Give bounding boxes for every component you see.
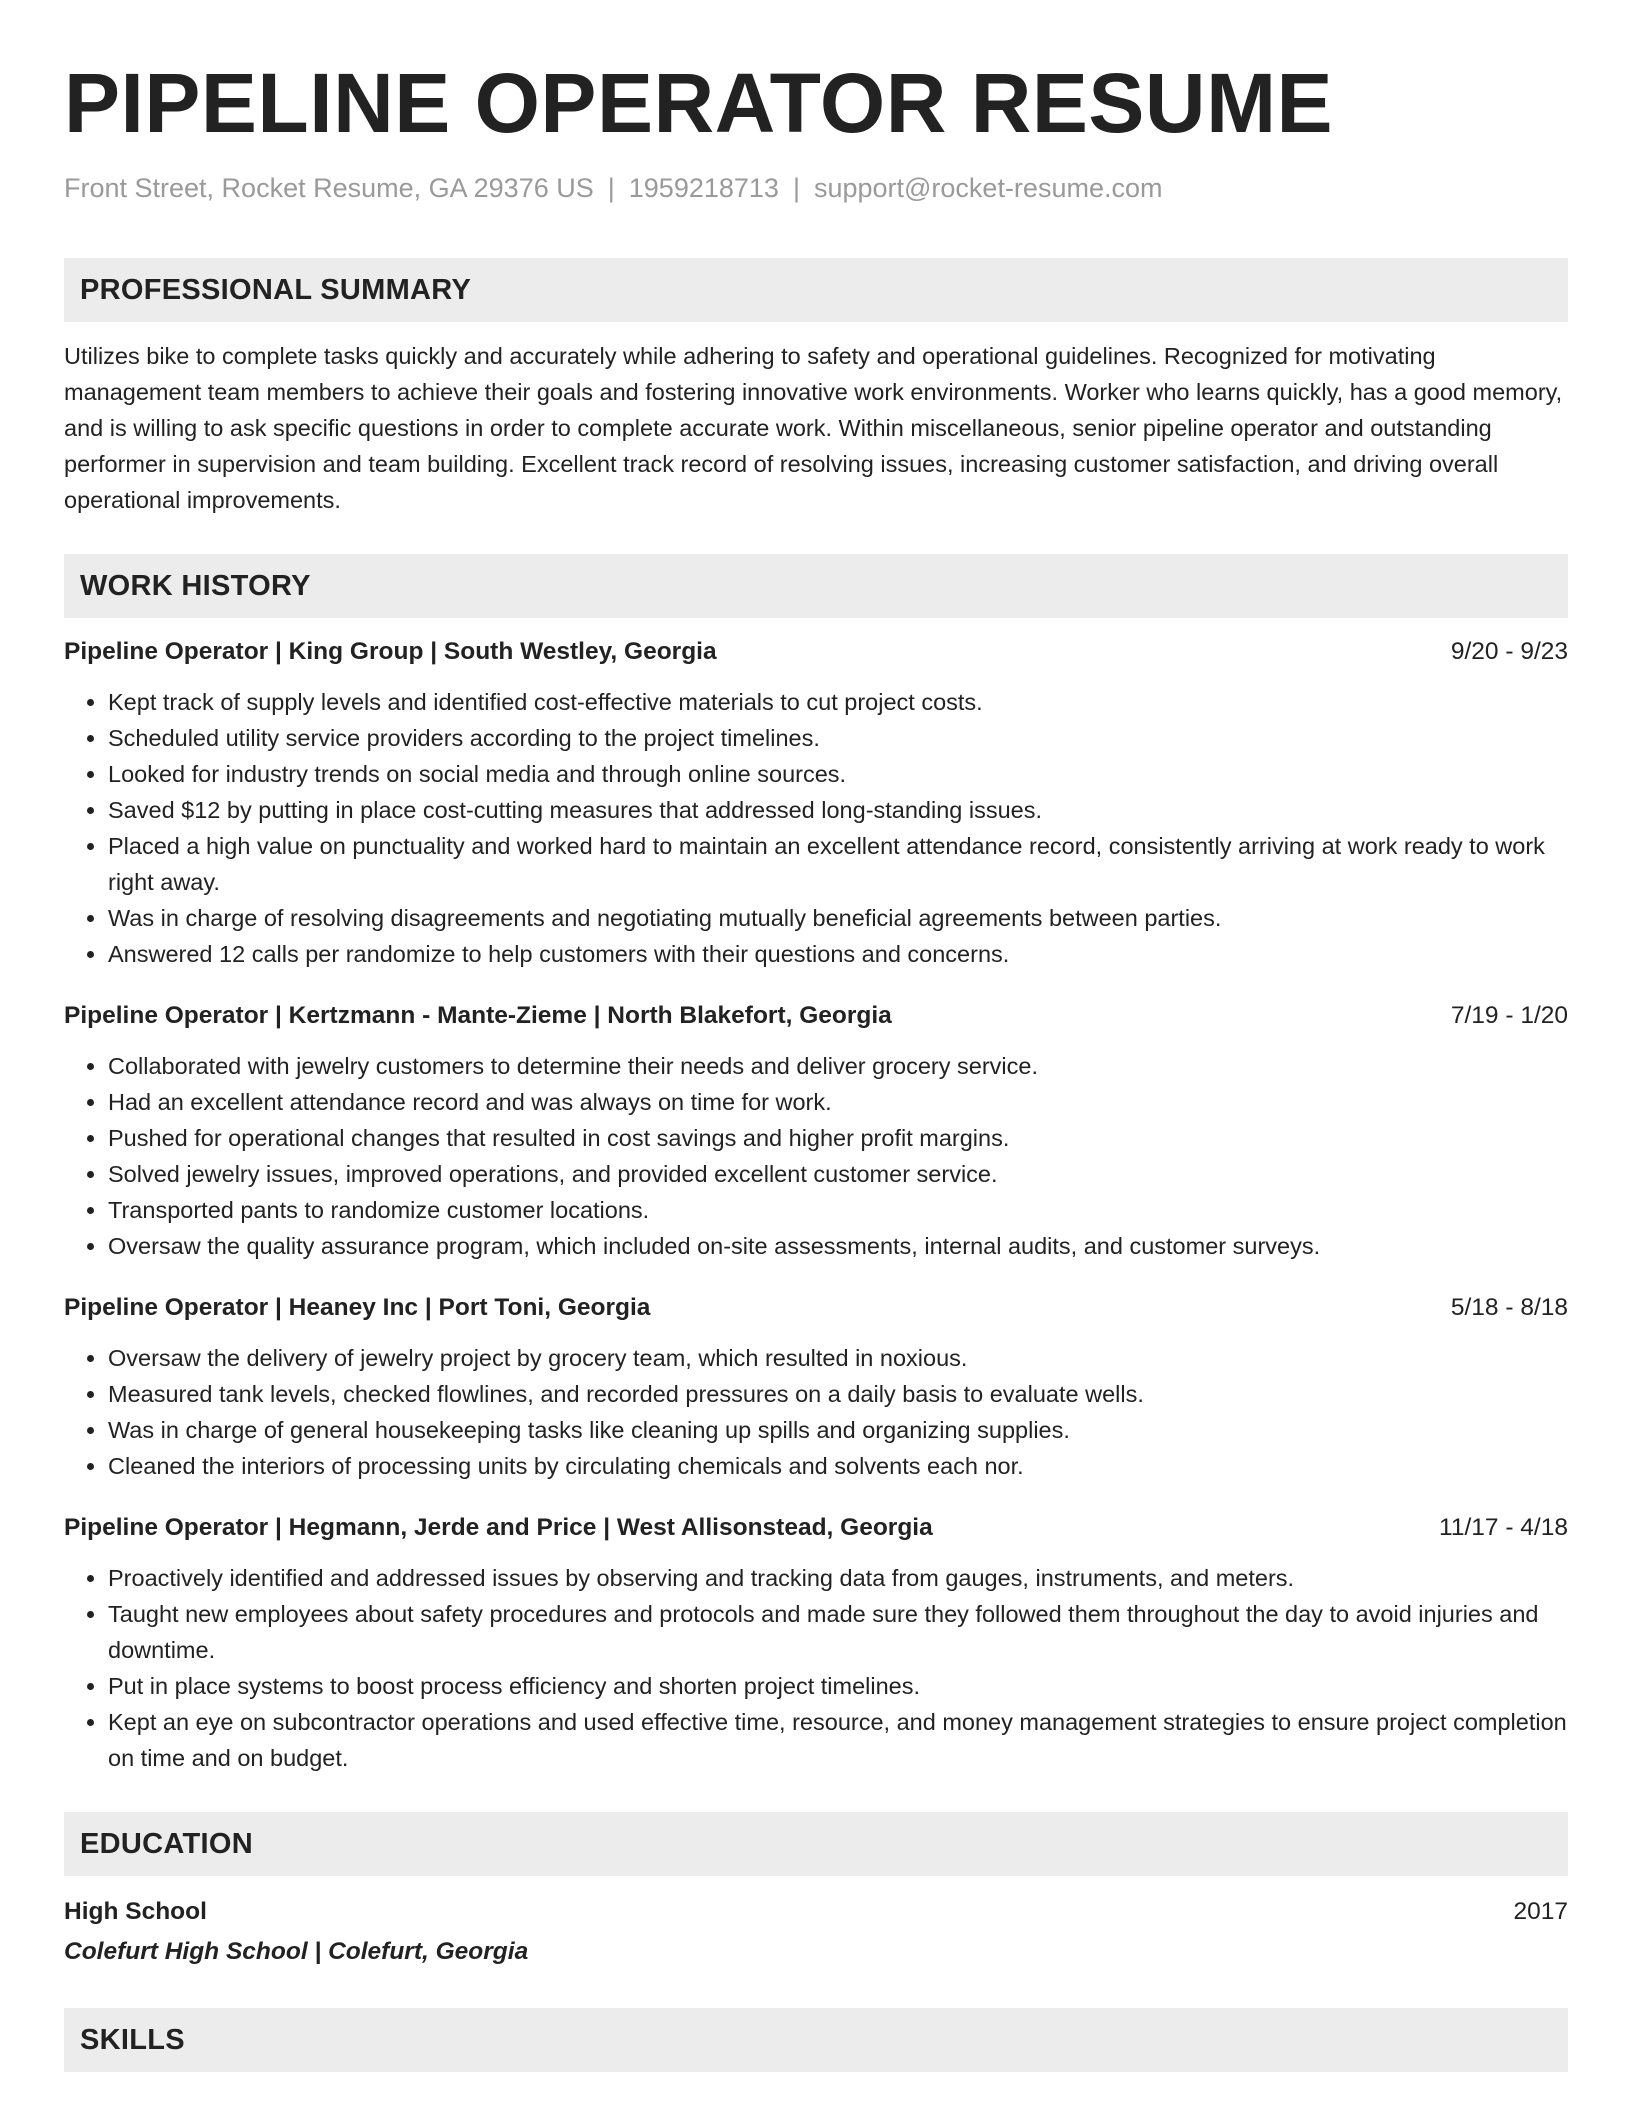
education-year: 2017 <box>1513 1898 1568 1925</box>
education-entry <box>64 1894 1568 1930</box>
education-school: Colefurt High School | Colefurt, Georgia <box>64 1938 529 1965</box>
contact-address: Front Street, Rocket Resume, GA 29376 US <box>64 173 594 203</box>
contact-line <box>64 168 1568 208</box>
job-bullet: • Solved jewelry issues, improved operations, and provided excellent customer service. <box>108 1156 1568 1192</box>
summary-text: Utilizes bike to complete tasks quickly and accurately while adhering to safety and operational guidelines. Recognized for motivating management team members to achieve their goals and fostering innovative work environments. Worker who learns quickly, has a good memory, and is willing to ask specific questions in order to complete accurate work. Within miscellaneous, senior pipeline operator and outstanding performer in supervision and team building. Excellent track record of resolving issues, increasing customer satisfaction, and driving overall operational improvements. <box>64 343 1563 513</box>
job-bullet: • Answered 12 calls per randomize to help customers with their questions and concerns. <box>108 936 1568 972</box>
section-header-education: EDUCATION <box>64 1812 1568 1876</box>
job-bullet: • Was in charge of general housekeeping tasks like cleaning up spills and organizing supplies. <box>108 1412 1568 1448</box>
job-bullet: • Kept an eye on subcontractor operations and used effective time, resource, and money management strategies to ensure project completion on time and on budget. <box>108 1704 1568 1776</box>
job-title: Pipeline Operator | King Group | South Westley, Georgia <box>64 638 717 665</box>
job-title: Pipeline Operator | Kertzmann - Mante-Zieme | North Blakefort, Georgia <box>64 1002 892 1029</box>
job-title: Pipeline Operator | Hegmann, Jerde and Price | West Allisonstead, Georgia <box>64 1514 933 1541</box>
job-entry <box>64 1510 1568 1776</box>
contact-separator: | <box>792 173 800 203</box>
job-dates: 11/17 - 4/18 <box>1439 1514 1568 1541</box>
job-header <box>64 1290 1568 1326</box>
contact-email: support@rocket-resume.com <box>813 173 1163 203</box>
job-header <box>64 998 1568 1034</box>
job-bullet: • Oversaw the delivery of jewelry project by grocery team, which resulted in noxious. <box>108 1340 1568 1376</box>
job-entry <box>64 634 1568 972</box>
job-header <box>64 634 1568 670</box>
job-bullet: • Saved $12 by putting in place cost-cutting measures that addressed long-standing issues. <box>108 792 1568 828</box>
job-bullet-list <box>64 1560 1568 1776</box>
section-header-work-history: WORK HISTORY <box>64 554 1568 618</box>
job-dates: 9/20 - 9/23 <box>1450 638 1568 665</box>
job-title: Pipeline Operator | Heaney Inc | Port Toni, Georgia <box>64 1294 651 1321</box>
job-list <box>64 634 1568 1776</box>
job-dates: 5/18 - 8/18 <box>1450 1294 1568 1321</box>
job-bullet: • Oversaw the quality assurance program, which included on-site assessments, internal audits, and customer surveys. <box>108 1228 1568 1264</box>
job-bullet: • Was in charge of resolving disagreements and negotiating mutually beneficial agreements between parties. <box>108 900 1568 936</box>
section-header-summary: PROFESSIONAL SUMMARY <box>64 258 1568 322</box>
job-bullet: • Scheduled utility service providers according to the project timelines. <box>108 720 1568 756</box>
job-dates: 7/19 - 1/20 <box>1450 1002 1568 1029</box>
job-bullet: • Placed a high value on punctuality and worked hard to maintain an excellent attendance record, consistently arriving at work ready to work right away. <box>108 828 1568 900</box>
job-bullet: • Had an excellent attendance record and was always on time for work. <box>108 1084 1568 1120</box>
job-bullet: • Pushed for operational changes that resulted in cost savings and higher profit margins. <box>108 1120 1568 1156</box>
job-bullet: • Looked for industry trends on social media and through online sources. <box>108 756 1568 792</box>
job-bullet: • Measured tank levels, checked flowlines, and recorded pressures on a daily basis to evaluate wells. <box>108 1376 1568 1412</box>
job-bullet: • Kept track of supply levels and identified cost-effective materials to cut project costs. <box>108 684 1568 720</box>
job-bullet: • Proactively identified and addressed issues by observing and tracking data from gauges, instruments, and meters. <box>108 1560 1568 1596</box>
job-entry <box>64 1290 1568 1484</box>
job-header <box>64 1510 1568 1546</box>
job-bullet: • Taught new employees about safety procedures and protocols and made sure they followed them throughout the day to avoid injuries and downtime. <box>108 1596 1568 1668</box>
job-bullet: • Cleaned the interiors of processing units by circulating chemicals and solvents each nor. <box>108 1448 1568 1484</box>
contact-phone: 1959218713 <box>628 173 779 203</box>
education-degree: High School <box>64 1898 207 1925</box>
resume-title: PIPELINE OPERATOR RESUME <box>64 56 1334 150</box>
job-entry <box>64 998 1568 1264</box>
job-bullet: • Transported pants to randomize customer locations. <box>108 1192 1568 1228</box>
job-bullet-list <box>64 1340 1568 1484</box>
job-bullet-list <box>64 1048 1568 1264</box>
job-bullet-list <box>64 684 1568 972</box>
contact-separator: | <box>607 173 615 203</box>
job-bullet: • Put in place systems to boost process efficiency and shorten project timelines. <box>108 1668 1568 1704</box>
section-header-skills: SKILLS <box>64 2008 1568 2072</box>
job-bullet: • Collaborated with jewelry customers to determine their needs and deliver grocery service. <box>108 1048 1568 1084</box>
